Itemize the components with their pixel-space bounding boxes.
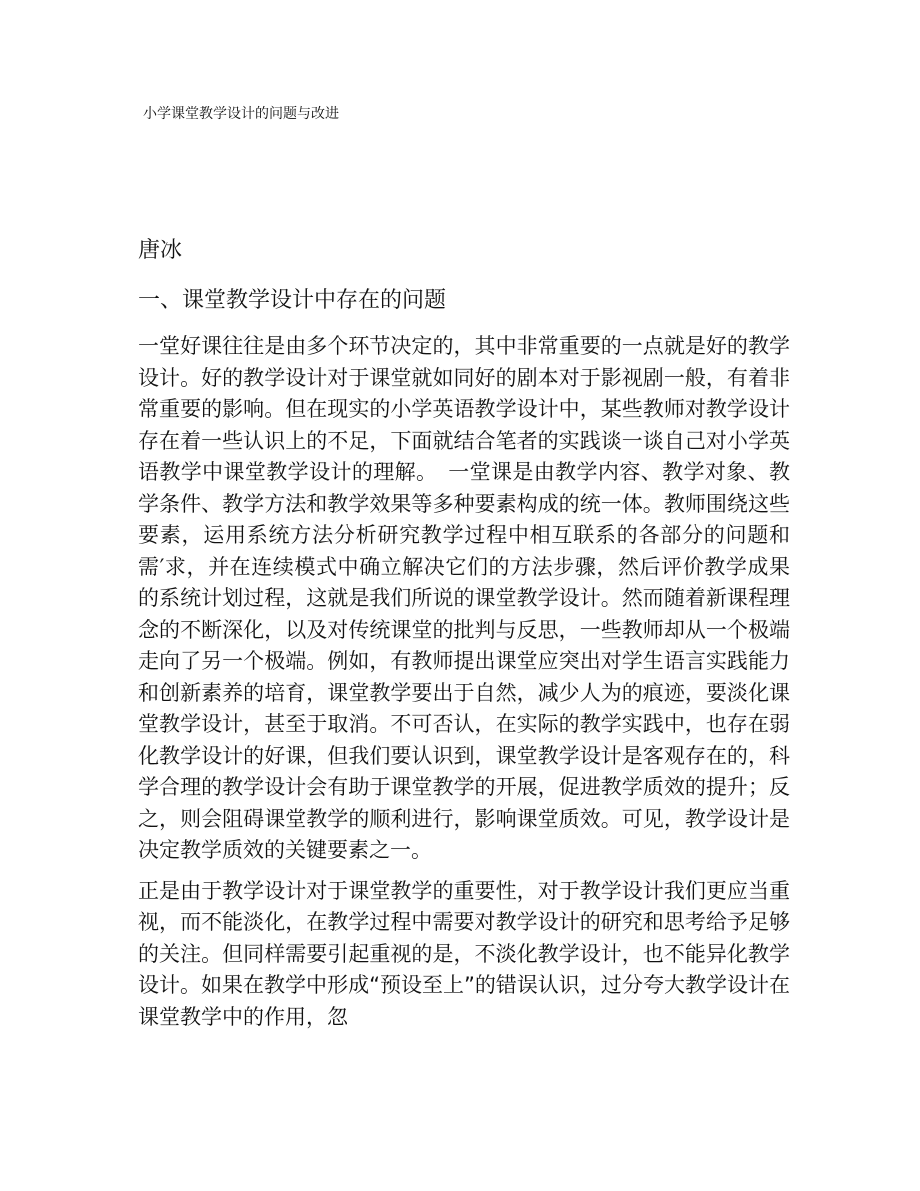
paragraph: 正是由于教学设计对于课堂教学的重要性，对于教学设计我们更应当重视，而不能淡化，在教学过程中需要对教学设计的研究和思考给予足够的关注。但同样需要引起重视的是，不淡化教学设计，也不能异化教学设计。如果在教学中形成“预设至上”的错误认识，过分夸大教学设计在课堂教学中的作用，忽 — [138, 878, 790, 1029]
author-name: 唐冰 — [138, 238, 183, 263]
document-body — [138, 331, 790, 1042]
section-heading: 一、课堂教学设计中存在的问题 — [138, 288, 447, 313]
document-header: 小学课堂教学设计的问题与改进 — [143, 106, 339, 122]
paragraph: 一堂好课往往是由多个环节决定的，其中非常重要的一点就是好的教学设计。好的教学设计对于课堂就如同好的剧本对于影视剧一般，有着非常重要的影响。但在现实的小学英语教学设计中，某些教师对教学设计存在着一些认识上的不足，下面就结合笔者的实践谈一谈自己对小学英语教学中课堂教学设计的理解。 一堂课是由教学内容、教学对象、教学条件、教学方法和教学效果等多种要素构成的统一体。教师围绕这些要素，运用系统方法分析研究教学过程中相互联系的各部分的问题和需′求，并在连续模式中确立解决它们的方法步骤，然后评价教学成果的系统计划过程，这就是我们所说的课堂教学设计。然而随着新课程理念的不断深化，以及对传统课堂的批判与反思，一些教师却从一个极端走向了另一个极端。例如，有教师提出课堂应突出对学生语言实践能力和创新素养的培育，课堂教学要出于自然，减少人为的痕迹，要淡化课堂教学设计，甚至于取消。不可否认，在实际的教学实践中，也存在弱化教学设计的好课，但我们要认识到，课堂教学设计是客观存在的，科学合理的教学设计会有助于课堂教学的开展，促进教学质效的提升；反之，则会阻碍课堂教学的顺利进行，影响课堂质效。可见，教学设计是决定教学质效的关键要素之一。 — [138, 334, 790, 862]
